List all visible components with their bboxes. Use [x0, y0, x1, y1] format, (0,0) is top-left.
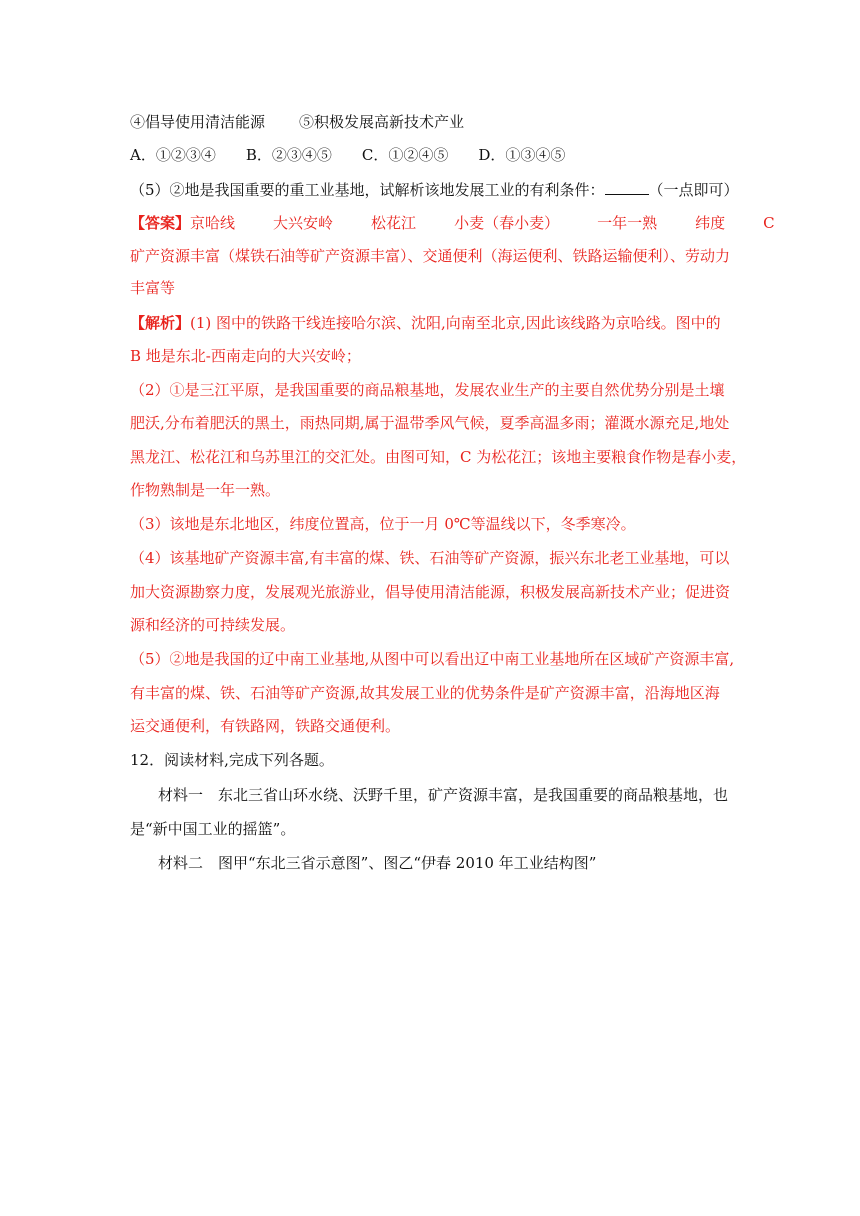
option-4: ④倡导使用清洁能源 [130, 113, 266, 131]
analysis-p5-line-2: 有丰富的煤、铁、石油等矿产资源,故其发展工业的优势条件是矿产资源丰富，沿海地区海 [130, 684, 720, 702]
analysis-p4-line-1: （4）该基地矿产资源丰富,有丰富的煤、铁、石油等矿产资源，振兴东北老工业基地，可以 [130, 549, 730, 567]
question-5-text: （5）②地是我国重要的重工业基地，试解析该地发展工业的有利条件： [130, 181, 605, 199]
answer-item: 一年一熟 [597, 214, 658, 232]
material-2-line-1: 材料二 图甲“东北三省示意图”、图乙“伊春 2010 年工业结构图” [158, 854, 597, 872]
choice-a: A．①②③④ [130, 146, 216, 164]
choices-row [130, 145, 565, 165]
answer-item: 大兴安岭 [273, 214, 334, 232]
analysis-p1-line-1 [130, 313, 721, 333]
answer-item: 京哈线 [190, 214, 236, 232]
option-5: ⑤积极发展高新技术产业 [299, 113, 465, 131]
analysis-label: 【解析】 [130, 314, 191, 332]
answer-item: 松花江 [371, 214, 417, 232]
options-row [130, 112, 464, 132]
answer-line-3: 丰富等 [130, 279, 176, 297]
answer-item: 小麦（春小麦） [454, 214, 560, 232]
analysis-p2-line-3: 黑龙江、松花江和乌苏里江的交汇处。由图可知，C 为松花江；该地主要粮食作物是春小麦， [130, 448, 747, 466]
analysis-p2-line-1: （2）①是三江平原，是我国重要的商品粮基地，发展农业生产的主要自然优势分别是土壤 [130, 381, 725, 399]
analysis-p2-line-4: 作物熟制是一年一熟。 [130, 481, 281, 499]
analysis-p1-line-2: B 地是东北-西南走向的大兴安岭； [130, 347, 361, 365]
analysis-p5-line-3: 运交通便利，有铁路网，铁路交通便利。 [130, 717, 401, 735]
answer-item: C [763, 214, 775, 232]
material-1-line-1: 材料一 东北三省山环水绕、沃野千里，矿产资源丰富，是我国重要的商品粮基地，也 [158, 786, 729, 804]
analysis-p4-line-2: 加大资源勘察力度，发展观光旅游业，倡导使用清洁能源，积极发展高新技术产业；促进资 [130, 583, 731, 601]
choice-d: D．①③④⑤ [478, 146, 566, 164]
analysis-p4-line-3: 源和经济的可持续发展。 [130, 616, 296, 634]
analysis-p3-line-1: （3）该地是东北地区，纬度位置高，位于一月 0℃等温线以下，冬季寒冷。 [130, 515, 636, 533]
answer-label: 【答案】 [130, 214, 191, 232]
question-12-heading: 12．阅读材料,完成下列各题。 [130, 751, 334, 769]
material-1-line-2: 是“新中国工业的摇篮”。 [130, 820, 296, 838]
answer-line-1 [130, 213, 775, 233]
analysis-p2-line-2: 肥沃,分布着肥沃的黑土，雨热同期,属于温带季风气候，夏季高温多雨；灌溉水源充足,地处 [130, 414, 730, 432]
answer-blank [605, 180, 649, 195]
choice-c: C．①②④⑤ [361, 146, 449, 164]
answer-line-2: 矿产资源丰富（煤铁石油等矿产资源丰富）、交通便利（海运便利、铁路运输便利）、劳动力 [130, 247, 731, 265]
analysis-text: (1) 图中的铁路干线连接哈尔滨、沈阳,向南至北京,因此该线路为京哈线。图中的 [190, 314, 721, 332]
choice-b: B．②③④⑤ [245, 146, 332, 164]
analysis-p5-line-1: （5）②地是我国的辽中南工业基地,从图中可以看出辽中南工业基地所在区域矿产资源丰富, [130, 650, 735, 668]
question-5-suffix: （一点即可） [648, 181, 739, 199]
question-5 [130, 180, 739, 200]
answer-item: 纬度 [695, 214, 726, 232]
